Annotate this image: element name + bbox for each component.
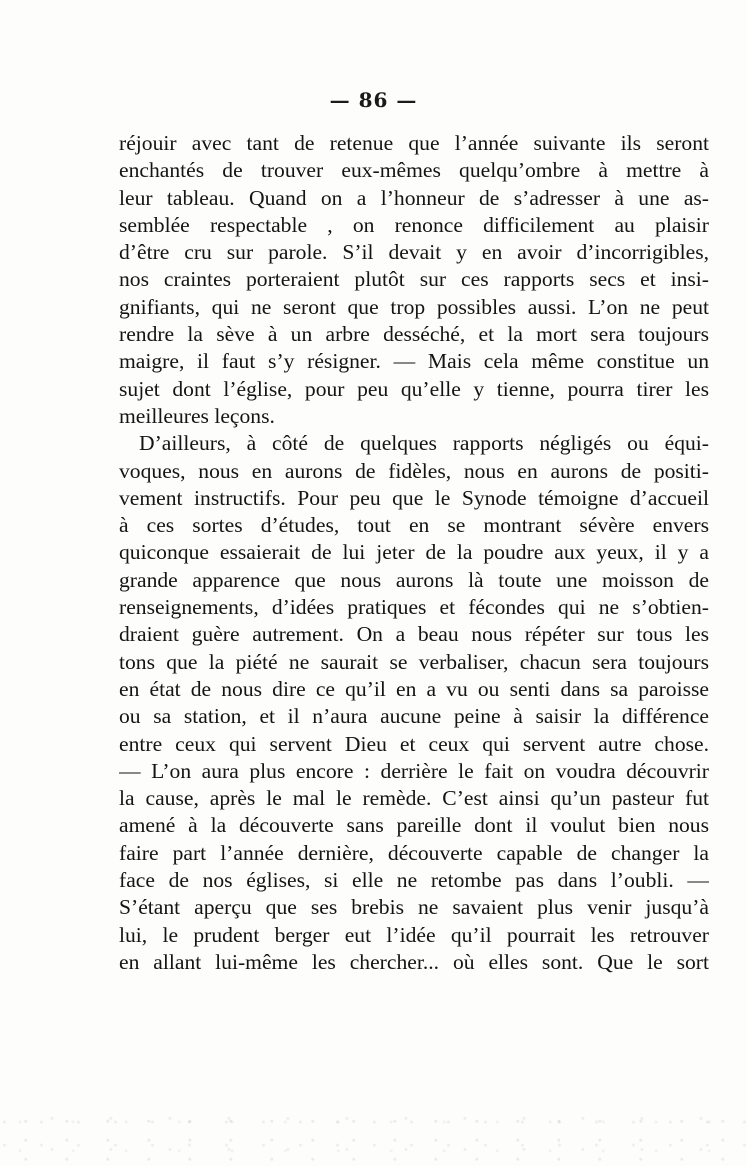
- text-line: en allant lui-même les chercher... où elles sont. Que le sort: [119, 949, 709, 974]
- text-line: maigre, il faut s’y résigner. — Mais cela même constitue un: [119, 349, 709, 374]
- paper-speckle: [0, 1106, 747, 1166]
- text-line: d’être cru sur parole. S’il devait y en avoir d’incorrigibles,: [119, 240, 709, 265]
- text-line: enchantés de trouver eux-mêmes quelqu’ombre à mettre à: [119, 158, 709, 183]
- text-line: à ces sortes d’études, tout en se montrant sévère envers: [119, 513, 709, 538]
- text-line: la cause, après le mal le remède. C’est ainsi qu’un pasteur fut: [119, 786, 709, 811]
- text-line: faire part l’année dernière, découverte capable de changer la: [119, 840, 709, 865]
- text-line: quiconque essaierait de lui jeter de la poudre aux yeux, il y a: [119, 540, 709, 565]
- text-line: vement instructifs. Pour peu que le Synode témoigne d’accueil: [119, 485, 709, 510]
- text-line: entre ceux qui servent Dieu et ceux qui servent autre chose.: [119, 731, 709, 756]
- text-line: semblée respectable , on renonce difficilement au plaisir: [119, 212, 709, 237]
- text-line: voques, nous en aurons de fidèles, nous en aurons de positi-: [119, 458, 709, 483]
- text-line: réjouir avec tant de retenue que l’année suivante ils seront: [119, 131, 709, 155]
- text-line: — L’on aura plus encore : derrière le fait on voudra découvrir: [119, 758, 709, 783]
- text-line: grande apparence que nous aurons là toute une moisson de: [119, 567, 709, 592]
- text-line: gnifiants, qui ne seront que trop possibles aussi. L’on ne peut: [119, 294, 709, 319]
- text-line: face de nos églises, si elle ne retombe pas dans l’oubli. —: [119, 868, 709, 893]
- text-line: en état de nous dire ce qu’il en a vu ou senti dans sa paroisse: [119, 676, 709, 701]
- page-number: — 86 —: [329, 88, 418, 112]
- text-line: sujet dont l’église, pour peu qu’elle y tienne, pourra tirer les: [119, 376, 709, 401]
- body-text: [119, 130, 709, 976]
- text-line: S’étant aperçu que ses brebis ne savaient plus venir jusqu’à: [119, 895, 709, 920]
- text-line: amené à la découverte sans pareille dont il voulut bien nous: [119, 813, 709, 838]
- text-line: ou sa station, et il n’aura aucune peine à saisir la différence: [119, 704, 709, 729]
- text-line: rendre la sève à un arbre desséché, et la mort sera toujours: [119, 322, 709, 347]
- text-line: lui, le prudent berger eut l’idée qu’il pourrait les retrouver: [119, 922, 709, 947]
- text-line: renseignements, d’idées pratiques et fécondes qui ne s’obtien-: [119, 595, 709, 620]
- text-line: leur tableau. Quand on a l’honneur de s’adresser à une as-: [119, 185, 709, 210]
- paragraph-end-line: meilleures leçons.: [119, 403, 275, 428]
- text-line: tons que la piété ne saurait se verbaliser, chacun sera toujours: [119, 649, 709, 674]
- paragraph-start-line: D’ailleurs, à côté de quelques rapports négligés ou équi-: [139, 431, 709, 456]
- text-line: nos craintes porteraient plutôt sur ces rapports secs et insi-: [119, 267, 709, 292]
- text-line: draient guère autrement. On a beau nous répéter sur tous les: [119, 622, 709, 647]
